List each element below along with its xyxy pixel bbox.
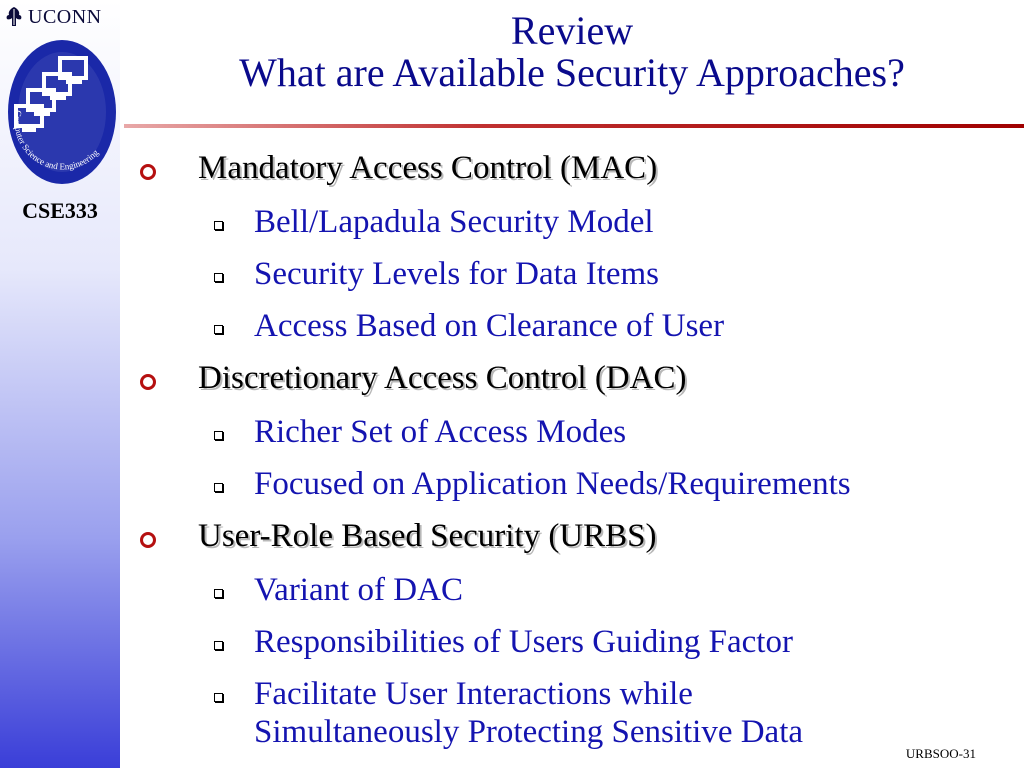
topic-label: User-Role Based Security (URBS) xyxy=(198,518,657,554)
list-item xyxy=(140,202,1020,254)
square-bullet-icon xyxy=(214,221,223,230)
slide-title xyxy=(120,10,1024,94)
square-bullet-icon xyxy=(214,483,223,492)
uconn-brand xyxy=(4,4,102,30)
list-item-label: Focused on Application Needs/Requirements xyxy=(254,466,851,502)
course-code: CSE333 xyxy=(22,198,98,223)
square-bullet-icon xyxy=(214,273,223,282)
topic-urbs xyxy=(140,518,1020,760)
square-bullet-icon xyxy=(214,325,223,334)
topic-label: Discretionary Access Control (DAC) xyxy=(198,360,687,396)
topic-label: Mandatory Access Control (MAC) xyxy=(198,150,658,186)
topic-row xyxy=(140,360,1020,412)
topic-mac xyxy=(140,150,1020,358)
uconn-label: UCONN xyxy=(28,5,102,28)
sidebar xyxy=(0,0,120,768)
seal-text: Computer Science and Engineering xyxy=(12,109,101,172)
list-item-label: Bell/Lapadula Security Model xyxy=(254,204,654,240)
list-item-label: Responsibilities of Users Guiding Factor xyxy=(254,624,793,660)
topic-row xyxy=(140,150,1020,202)
square-bullet-icon xyxy=(214,641,223,650)
title-line-1: Review xyxy=(510,8,634,53)
oak-leaf-icon xyxy=(4,6,24,28)
department-seal-logo xyxy=(2,32,120,192)
list-item xyxy=(140,570,1020,622)
list-item-line: Facilitate User Interactions while xyxy=(254,676,693,712)
circle-bullet-icon xyxy=(140,374,156,390)
list-item xyxy=(140,622,1020,674)
title-line-2: What are Available Security Approaches? xyxy=(239,50,905,95)
square-bullet-icon xyxy=(214,589,223,598)
topic-dac xyxy=(140,360,1020,516)
square-bullet-icon xyxy=(214,693,223,702)
list-item-label: Variant of DAC xyxy=(254,572,463,608)
list-item-label xyxy=(254,675,803,751)
list-item xyxy=(140,412,1020,464)
list-item xyxy=(140,464,1020,516)
list-item-label: Security Levels for Data Items xyxy=(254,256,660,292)
list-item-label: Richer Set of Access Modes xyxy=(254,414,627,450)
circle-bullet-icon xyxy=(140,532,156,548)
list-item xyxy=(140,306,1020,358)
topic-row xyxy=(140,518,1020,570)
square-bullet-icon xyxy=(214,431,223,440)
slide-number: URBSOO-31 xyxy=(905,746,976,761)
title-divider xyxy=(124,124,1024,128)
circle-bullet-icon xyxy=(140,164,156,180)
list-item-line: Simultaneously Protecting Sensitive Data xyxy=(254,714,804,750)
slide-content xyxy=(140,150,1020,762)
list-item xyxy=(140,254,1020,306)
list-item xyxy=(140,674,1020,760)
list-item-label: Access Based on Clearance of User xyxy=(254,308,725,344)
